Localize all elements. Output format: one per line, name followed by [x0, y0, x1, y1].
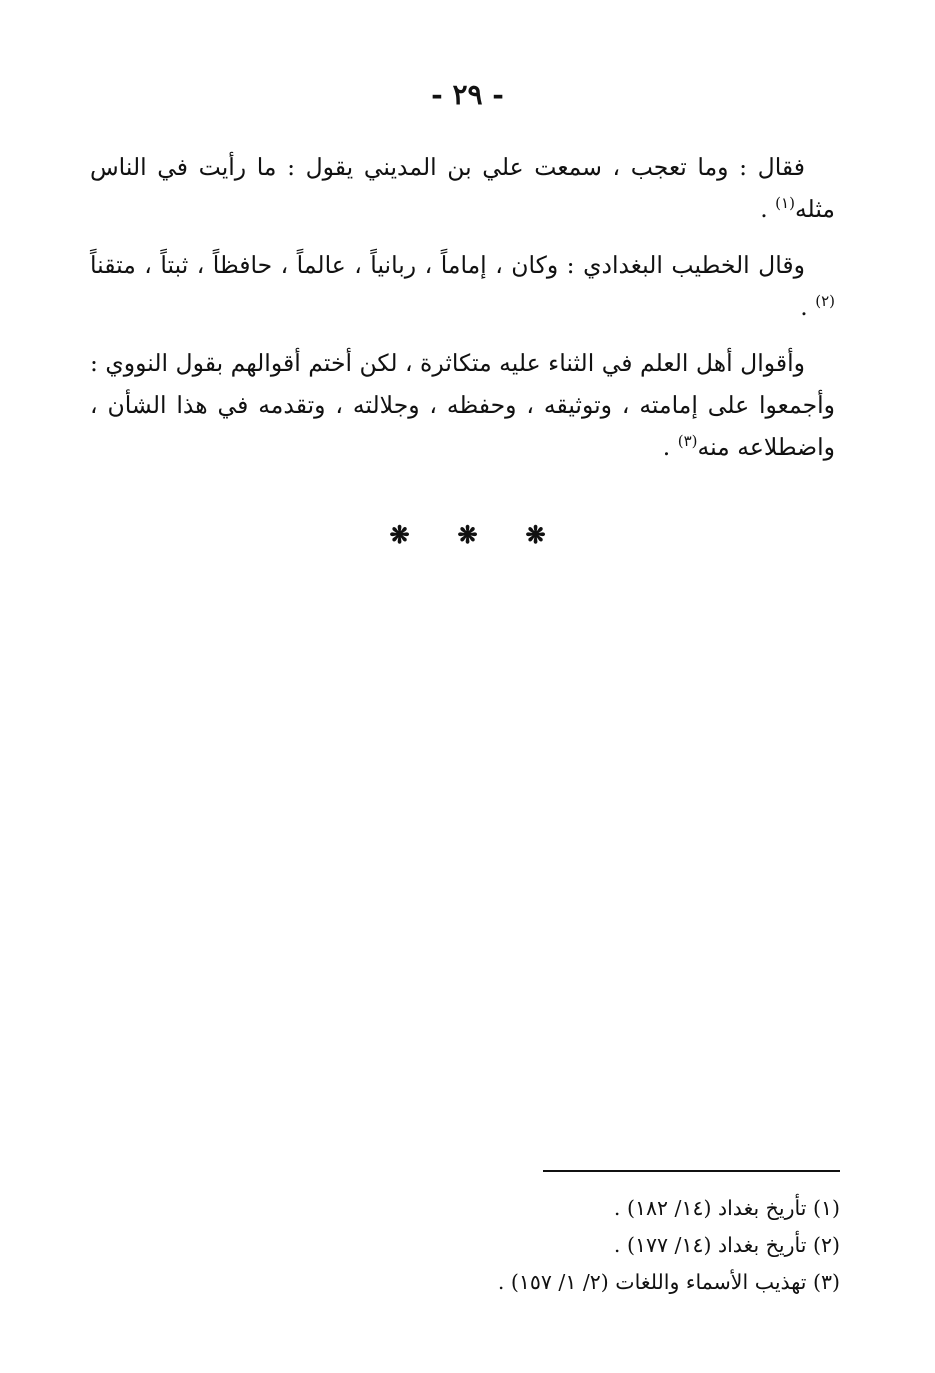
paragraph-end: .: [760, 195, 768, 223]
paragraph: [90, 244, 835, 328]
asterism-mark: ❋: [457, 520, 478, 549]
footnote-reference: (٢): [815, 292, 835, 311]
footnote: (٢) تأريخ بغداد (١٤/ ١٧٧) .: [613, 1233, 840, 1257]
footnote-divider: [543, 1170, 840, 1172]
page-number: - ٢٩ -: [431, 78, 504, 111]
footnote-reference: (١): [775, 194, 795, 213]
footnotes: [300, 1190, 840, 1301]
paragraph-text: فقال : وما تعجب ، سمعت علي بن المديني يقول : ما رأيت في الناس مثله: [90, 153, 835, 223]
paragraph-text: وأقوال أهل العلم في الثناء عليه متكاثرة ، لكن أختم أقوالهم بقول النووي : وأجمعوا على إمامته ، وتوثيقه ، وحفظه ، وجلالته ، وتقدمه في هذا الشأن ، واضطلاعه منه: [90, 349, 835, 461]
footnote-reference: (٣): [677, 432, 698, 451]
asterism-mark: ❋: [525, 520, 546, 549]
paragraph-text: وقال الخطيب البغدادي : وكان ، إماماً ، ربانياً ، عالماً ، حافظاً ، ثبتاً ، متقناً: [90, 251, 805, 279]
paragraph: [90, 342, 835, 468]
paragraph-end: .: [662, 433, 671, 461]
footnote: (٣) تهذيب الأسماء واللغات (٢/ ١/ ١٥٧) .: [497, 1270, 840, 1294]
paragraph: [90, 146, 835, 230]
asterism-mark: ❋: [389, 520, 410, 549]
footnote: (١) تأريخ بغداد (١٤/ ١٨٢) .: [613, 1196, 840, 1220]
paragraph-end: .: [800, 293, 808, 321]
body-text: [90, 146, 835, 482]
section-separator: [0, 520, 935, 549]
